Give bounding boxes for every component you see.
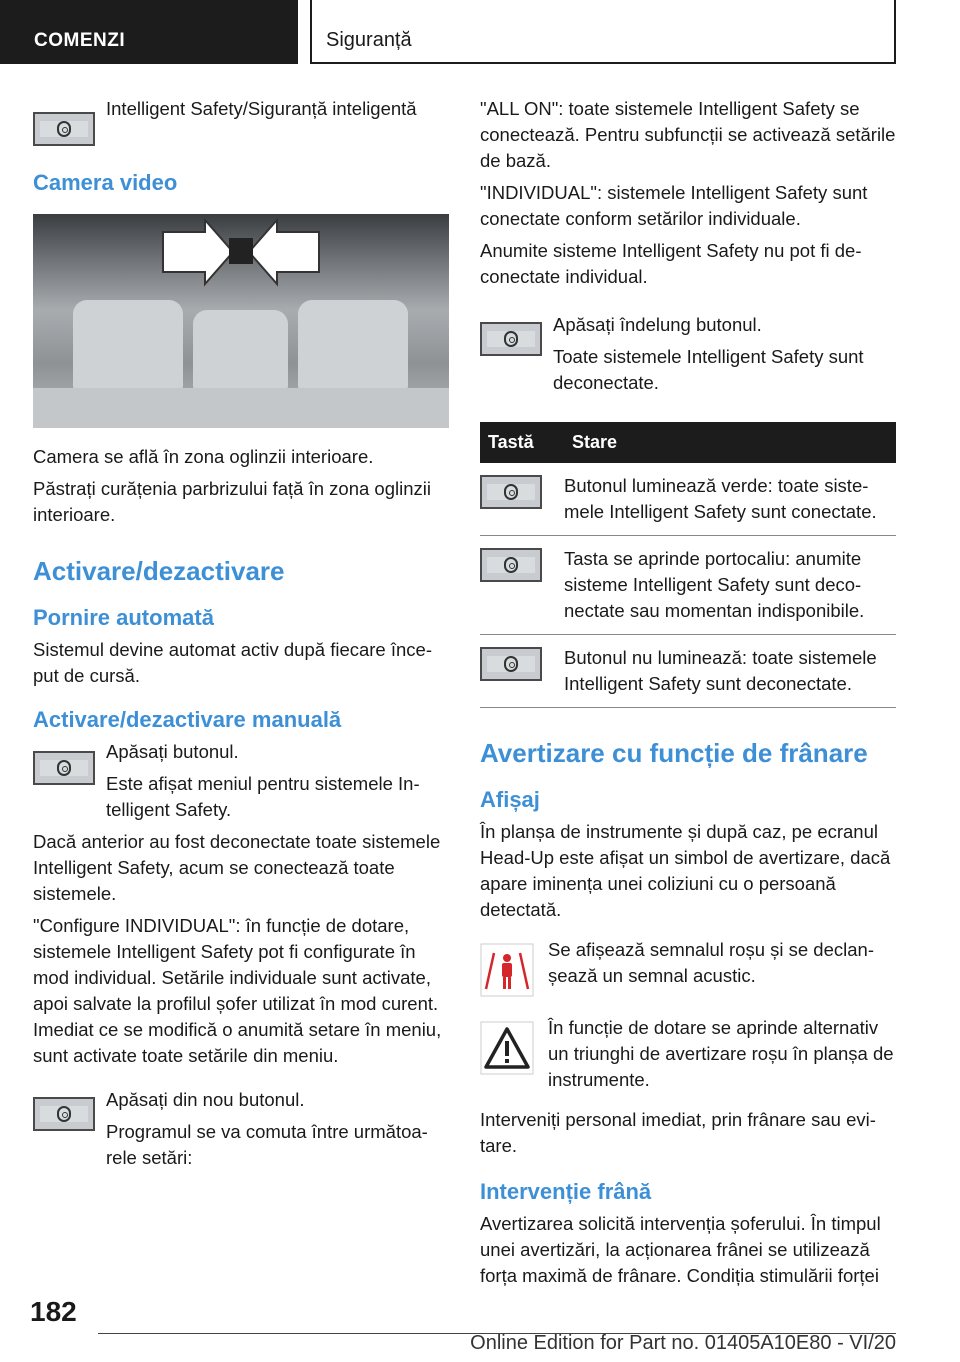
manual-paragraph-2: "Configure INDIVIDUAL": în funcție de dotare, sistemele Intelligent Safety pot fi configurate în mod individual. Setările individuale sunt activate, apoi salvate la profilul șofer utilizat în mod curent. Imediat ce se modifică o anumită setare în meniu, sunt activate toate setările din meniu. — [33, 915, 442, 1066]
page-number: 182 — [30, 1296, 77, 1327]
long-press-result: Toate sistemele Intelligent Safety sunt deconectate. — [553, 346, 864, 393]
manual-heading: Activare/dezactivare manuală — [33, 707, 342, 732]
long-press-text: Apăsați îndelung butonul. — [553, 314, 762, 335]
individual-text: "INDIVIDUAL": sistemele Intelligent Safety sunt conectate conform setărilor individuale. — [480, 182, 868, 229]
pedestrian-warning-icon — [480, 943, 534, 997]
long-press-row — [480, 312, 896, 396]
triangle-text: În funcție de dotare se aprinde alternativ un triunghi de avertizare roșu în planșa de instrumente. — [548, 1017, 894, 1090]
header-section: COMENZI — [34, 30, 126, 51]
again-toggle-text: Programul se va comuta între următoarele setări: — [106, 1121, 428, 1168]
table-cell-state: Butonul luminează verde: toate sistemele Intelligent Safety sunt conectate. — [564, 463, 896, 536]
arrows-icon — [33, 214, 449, 428]
intelligent-safety-button-icon — [33, 751, 95, 785]
camera-location: Camera se află în zona oglinzii interioare. — [33, 446, 374, 467]
camera-clean: Păstrați curățenia parbrizului față în zona oglinzii interioare. — [33, 478, 431, 525]
table-cell-state: Tasta se aprinde portocaliu: anumite sisteme Intelligent Safety sunt deconectate sau momentan indisponibile. — [564, 536, 896, 635]
left-column — [33, 96, 449, 1177]
table-header-state: Stare — [564, 422, 896, 463]
manual-menu-text: Este afișat meniul pentru sistemele Intelligent Safety. — [106, 773, 420, 820]
brake-intervention-heading: Intervenție frână — [480, 1179, 652, 1204]
intelligent-safety-button-icon — [480, 322, 542, 356]
red-signal-row — [480, 937, 896, 1001]
table-header-key: Tastă — [480, 422, 564, 463]
brake-warning-heading: Avertizare cu funcție de frânare — [480, 738, 868, 768]
manual-press-text: Apăsați butonul. — [106, 741, 239, 762]
intelligent-safety-button-icon — [480, 548, 542, 582]
manual-press-row — [33, 739, 449, 823]
intelligent-safety-button-icon — [33, 1097, 95, 1131]
camera-photo — [33, 214, 449, 428]
intelligent-safety-button-icon — [480, 647, 542, 681]
all-on-text: "ALL ON": toate sistemele Intelligent Safety se conectează. Pentru subfuncții se activează setările de bază. — [480, 98, 896, 171]
header-section-tab — [0, 0, 298, 64]
display-heading: Afișaj — [480, 787, 540, 812]
auto-start-heading: Pornire automată — [33, 605, 214, 630]
some-systems-text: Anumite sisteme Intelligent Safety nu pot fi deconectate individual. — [480, 240, 862, 287]
intro-text: Intelligent Safety/Siguranță inteligentă — [106, 98, 417, 119]
display-text: În planșa de instrumente și după caz, pe ecranul Head-Up este afișat un simbol de avertizare, dacă apare iminența unei coliziuni cu o persoană detectată. — [480, 821, 891, 920]
intervene-text: Interveniți personal imediat, prin frânare sau evitare. — [480, 1109, 876, 1156]
header-title: Siguranță — [326, 29, 412, 51]
table-cell-state: Butonul nu luminează: toate sistemele Intelligent Safety sunt deconectate. — [564, 635, 896, 708]
triangle-row — [480, 1015, 896, 1093]
table-row — [480, 536, 896, 635]
activation-heading: Activare/dezactivare — [33, 556, 285, 586]
header-title-tab — [310, 0, 896, 64]
intelligent-safety-button-icon — [33, 112, 95, 146]
button-state-table — [480, 422, 896, 708]
table-row — [480, 635, 896, 708]
footer-text: Online Edition for Part no. 01405A10E80 - VI/20 — [470, 1332, 896, 1354]
intelligent-safety-button-icon — [480, 475, 542, 509]
again-press-text: Apăsați din nou butonul. — [106, 1089, 305, 1110]
manual-paragraph-1: Dacă anterior au fost deconectate toate sistemele Intelligent Safety, acum se conectează toate sistemele. — [33, 831, 441, 904]
table-row — [480, 463, 896, 536]
intro-row — [33, 96, 449, 148]
brake-intervention-text: Avertizarea solicită intervenția șoferului. În timpul unei avertizări, la acționarea frânei se utilizează forța maximă de frânare. Condiția stimulării forței — [480, 1213, 881, 1286]
auto-start-text: Sistemul devine automat activ după fiecare început de cursă. — [33, 639, 432, 686]
camera-heading: Camera video — [33, 170, 178, 195]
right-column — [480, 96, 896, 1295]
warning-triangle-icon — [480, 1021, 534, 1075]
red-signal-text: Se afișează semnalul roșu și se declanșează un semnal acustic. — [548, 939, 874, 986]
again-press-row — [33, 1087, 449, 1171]
